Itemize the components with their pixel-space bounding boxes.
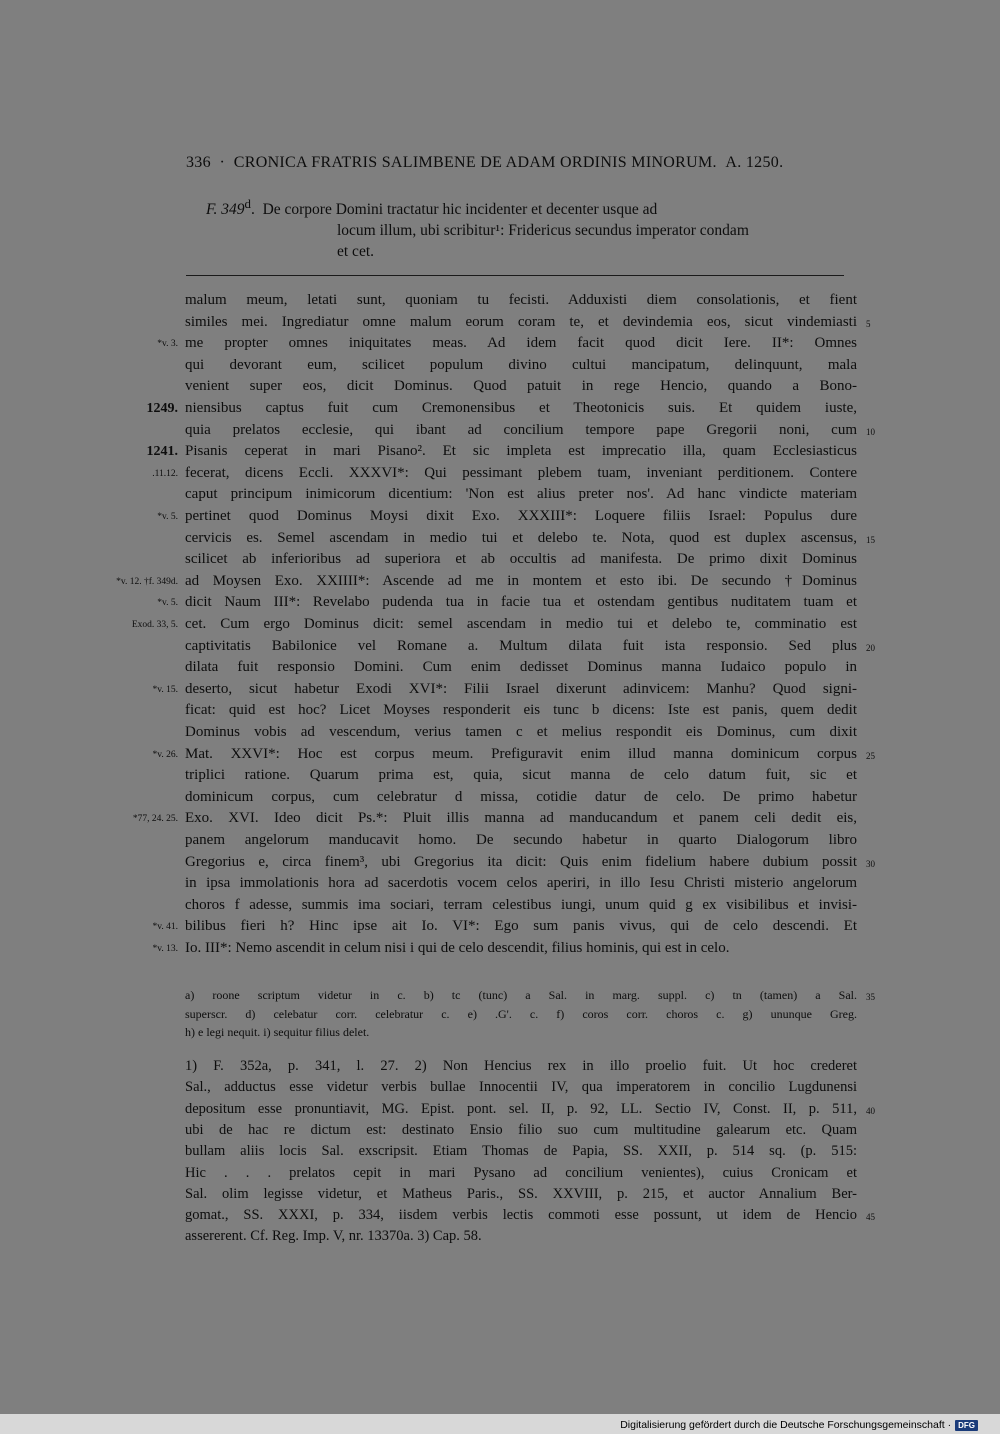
body_lines-line	[0, 916, 1000, 937]
margin-reference: *v. 5.	[157, 512, 178, 522]
notes-line	[0, 1056, 1000, 1077]
line-text: bilibus fieri h? Hinc ipse ait Io. VI*: Ego sum panis vivus, qui de celo descendi. Et	[185, 918, 857, 935]
line-text: me propter omnes iniquitates meas. Ad idem facit quod dicit Iere. II*: Omnes	[185, 335, 857, 352]
summary-line-1: De corpore Domini tractatur hic incidenter et decenter usque ad	[262, 201, 658, 219]
body_lines-line	[0, 722, 1000, 743]
margin-reference: Exod. 33, 5.	[131, 620, 178, 630]
body_lines-line	[0, 506, 1000, 527]
body_lines-line	[0, 376, 1000, 397]
margin-reference: *v. 15.	[152, 684, 178, 695]
margin-reference: 1241.	[146, 444, 178, 460]
line-text: assererent. Cf. Reg. Imp. V, nr. 13370a. 3) Cap. 58.	[185, 1228, 482, 1245]
body_lines-line	[0, 765, 1000, 786]
line-number: 45	[866, 1212, 875, 1223]
line-text: choros f adesse, summis ima sociari, terram celestibus iungi, unum quid g ex visibilibus et invisi-	[185, 896, 857, 913]
page-number: 336	[186, 154, 211, 171]
line-text: a) roone scriptum videtur in c. b) tc (tunc) a Sal. in marg. suppl. c) tn (tamen) a Sal.	[185, 988, 857, 1002]
body_lines-line	[0, 808, 1000, 829]
header-year: A. 1250.	[725, 154, 784, 171]
apparatus-line	[0, 1024, 1000, 1041]
line-text: Hic . . . prelatos cepit in mari Pysano ad concilium venientes), cuius Cronicam et	[185, 1164, 857, 1181]
line-number: 40	[866, 1105, 875, 1116]
header-dot: ·	[219, 154, 226, 171]
line-number: 25	[866, 750, 875, 761]
running-title: CRONICA FRATRIS SALIMBENE DE ADAM ORDINIS MINORUM.	[233, 154, 717, 171]
body_lines-line	[0, 592, 1000, 613]
margin-reference: *77, 24. 25.	[132, 814, 178, 825]
notes-line	[0, 1205, 1000, 1226]
body_lines-line	[0, 420, 1000, 441]
body_lines-line	[0, 636, 1000, 657]
apparatus-line	[0, 1006, 1000, 1023]
separator-rule	[186, 275, 844, 276]
line-text: Exo. XVI. Ideo dicit Ps.*: Pluit illis manna ad manducandum et panem celi dedit eis,	[185, 810, 857, 827]
margin-reference: *v. 41.	[152, 922, 178, 933]
digitization-credit	[620, 1418, 978, 1432]
line-text: scilicet ab inferioribus ad superiora et ab occultis ad manifesta. De primo dixit Dominus	[185, 551, 857, 568]
margin-reference: .11.12.	[152, 468, 178, 479]
margin-reference: *v. 3.	[157, 339, 178, 350]
line-text: ficat: quid est hoc? Licet Moyses responderit eis tunc b dicens: Iste est panis, quem dedit	[185, 702, 857, 719]
body_lines-line	[0, 873, 1000, 894]
line-text: quia prelatos ecclesie, qui ibant ad concilium tempore pape Gregorii noni, cum	[185, 421, 857, 438]
credit-text: Digitalisierung gefördert durch die Deutsche Forschungsgemeinschaft ·	[620, 1419, 952, 1431]
body_lines-line	[0, 312, 1000, 333]
body_lines-line	[0, 290, 1000, 311]
chapter-summary: F. 349$^d$. De corpore Domini tractatur hic incidenter et decenter usque ad locum illum, ubi scribitur¹: Fridericus secundus imperator condam et cet.	[206, 193, 858, 262]
line-text: Sal., adductus esse videtur verbis bullae Innocentii IV, qua imperatorem in concilio Lugdunensi	[185, 1079, 857, 1096]
body_lines-line	[0, 463, 1000, 484]
line-text: panem angelorum manducavit homo. De secundo habetur in quarto Dialogorum libro	[185, 832, 857, 848]
body_lines-line	[0, 830, 1000, 851]
dfg-logo: DFG	[955, 1420, 978, 1431]
line-text: captivitatis Babilonice vel Romane a. Multum dilata fuit ista responsio. Sed plus	[185, 637, 857, 654]
summary-line-3: et cet.	[337, 243, 375, 261]
line-text: Gregorius e, circa finem³, ubi Gregorius ita dicit: Quis enim fidelium habere dubium possit	[185, 853, 857, 870]
line-text: gomat., SS. XXXI, p. 334, iisdem verbis lectis commoti esse possunt, ut idem de Hencio	[185, 1207, 857, 1224]
line-number: 30	[866, 858, 875, 869]
line-text: h) e legi nequit. i) sequitur filius delet.	[185, 1025, 370, 1039]
notes-line	[0, 1141, 1000, 1162]
folio-sup: d	[244, 196, 251, 211]
line-text: venient super eos, dicit Dominus. Quod patuit in rege Hencio, quando a Bono-	[185, 378, 857, 395]
notes-line	[0, 1163, 1000, 1184]
running-header	[186, 154, 822, 172]
line-text: 1) F. 352a, p. 341, l. 27. 2) Non Hencius rex in illo proelio fuit. Ut hoc crederet	[185, 1058, 857, 1074]
line-text: malum meum, letati sunt, quoniam tu fecisti. Adduxisti diem consolationis, et fient	[185, 292, 857, 308]
line-text: niensibus captus fuit cum Cremonensibus et Theotonicis suis. Et quidem iuste,	[185, 400, 857, 416]
line-text: dicit Naum III*: Revelabo pudenda tua in facie tua et ostendam gentibus nuditatem tuam et	[185, 594, 857, 611]
body_lines-line	[0, 700, 1000, 721]
line-text: pertinet quod Dominus Moysi dixit Exo. XXXIII*: Loquere filiis Israel: Populus dure	[185, 508, 857, 524]
body_lines-line	[0, 355, 1000, 376]
apparatus-line	[0, 987, 1000, 1004]
line-text: fecerat, dicens Eccli. XXXVI*: Qui pessimant plebem tuam, inveniant perditionem. Contere	[185, 464, 857, 481]
line-text: ad Moysen Exo. XXIIII*: Ascende ad me in montem et esto ibi. De secundo †Dominus	[185, 572, 857, 589]
margin-reference: *v. 12. †f. 349d.	[116, 576, 178, 587]
line-text: similes mei. Ingrediatur omne malum eorum coram te, et devindemia eos, sicut vindemiasti	[185, 313, 857, 330]
line-text: deserto, sicut habetur Exodi XVI*: Filii Israel dixerunt adinvicem: Manhu? Quod signi-	[185, 680, 857, 697]
body_lines-line	[0, 528, 1000, 549]
line-text: cervicis es. Semel ascendam in medio tui et delebo te. Nota, quod est duplex ascensus,	[185, 529, 857, 546]
folio-ref: F. 349	[206, 201, 245, 219]
line-text: Io. III*: Nemo ascendit in celum nisi i qui de celo descendit, filius hominis, qui est in celo.	[185, 940, 730, 956]
line-text: cet. Cum ergo Dominus dicit: semel ascendam in medio tui et delebo te, comminatio est	[185, 616, 857, 632]
body_lines-line	[0, 571, 1000, 592]
line-number: 20	[866, 642, 875, 653]
line-text: Pisanis ceperat in mari Pisano². Et sic impleta est imprecatio illa, quam Ecclesiasticus	[185, 443, 857, 460]
line-number: 5	[866, 318, 871, 329]
line-text: Mat. XXVI*: Hoc est corpus meum. Prefiguravit enim illud manna dominicum corpus	[185, 745, 857, 762]
notes-line	[0, 1099, 1000, 1120]
line-text: bullam aliis locis Sal. exscripsit. Etiam Thomas de Papia, SS. XXII, p. 514 sq. (p. 515:	[185, 1143, 857, 1160]
line-number: 15	[866, 534, 875, 545]
notes-line	[0, 1184, 1000, 1205]
summary-line-2: locum illum, ubi scribitur¹: Fridericus secundus imperator condam	[337, 222, 749, 240]
margin-reference: *v. 5.	[157, 598, 178, 609]
body_lines-line	[0, 679, 1000, 700]
body_lines-line	[0, 895, 1000, 916]
body_lines-line	[0, 614, 1000, 635]
line-text: in ipsa immolationis hora ad sacerdotis vocem celos aperiri, in illo Iesu Christi misterio angelorum	[185, 875, 857, 892]
body_lines-line	[0, 398, 1000, 419]
line-text: ubi de hac re dictum est: destinato Ensio filio suo cum multitudine galearum etc. Quam	[185, 1121, 857, 1138]
line-text: dilata fuit responsio Domini. Cum enim dedisset Dominus manna Iudaico populo in	[185, 659, 857, 676]
body_lines-line	[0, 787, 1000, 808]
line-text: triplici ratione. Quarum prima est, quia, sicut manna de celo datum fuit, sic et	[185, 767, 857, 784]
line-text: dominicum corpus, cum celebratur d missa, cotidie datur de celo. De primo habetur	[185, 788, 857, 805]
margin-reference: *v. 13.	[152, 944, 178, 954]
notes-line	[0, 1077, 1000, 1098]
body_lines-line	[0, 657, 1000, 678]
body_lines-line	[0, 333, 1000, 354]
line-text: superscr. d) celebatur corr. celebratur c. e) .G'. c. f) coros corr. choros c. g) ununque Greg.	[185, 1006, 857, 1021]
body_lines-line	[0, 852, 1000, 873]
margin-reference: *v. 26.	[152, 749, 178, 760]
line-text: qui devorant eum, scilicet populum divino cultui mancipatum, delinquunt, mala	[185, 356, 857, 373]
line-text: depositum esse pronuntiavit, MG. Epist. pont. sel. II, p. 92, LL. Sectio IV, Const. II, p. 511,	[185, 1100, 857, 1117]
line-text: Sal. olim legisse videtur, et Matheus Paris., SS. XXVIII, p. 215, et auctor Annalium Ber-	[185, 1185, 857, 1202]
notes-line	[0, 1226, 1000, 1247]
line-text: Dominus vobis ad vescendum, verius tamen c et melius respondit eis Dominus, cum dixit	[185, 724, 857, 740]
body_lines-line	[0, 744, 1000, 765]
line-number: 35	[866, 992, 875, 1002]
body_lines-line	[0, 484, 1000, 505]
line-text: caput principum inimicorum dicentium: 'Non est alius preter nos'. Ad hanc vindicte materiam	[185, 486, 857, 503]
line-number: 10	[866, 426, 875, 437]
body_lines-line	[0, 441, 1000, 462]
margin-reference: 1249.	[146, 401, 178, 416]
body_lines-line	[0, 938, 1000, 959]
body_lines-line	[0, 549, 1000, 570]
notes-line	[0, 1120, 1000, 1141]
